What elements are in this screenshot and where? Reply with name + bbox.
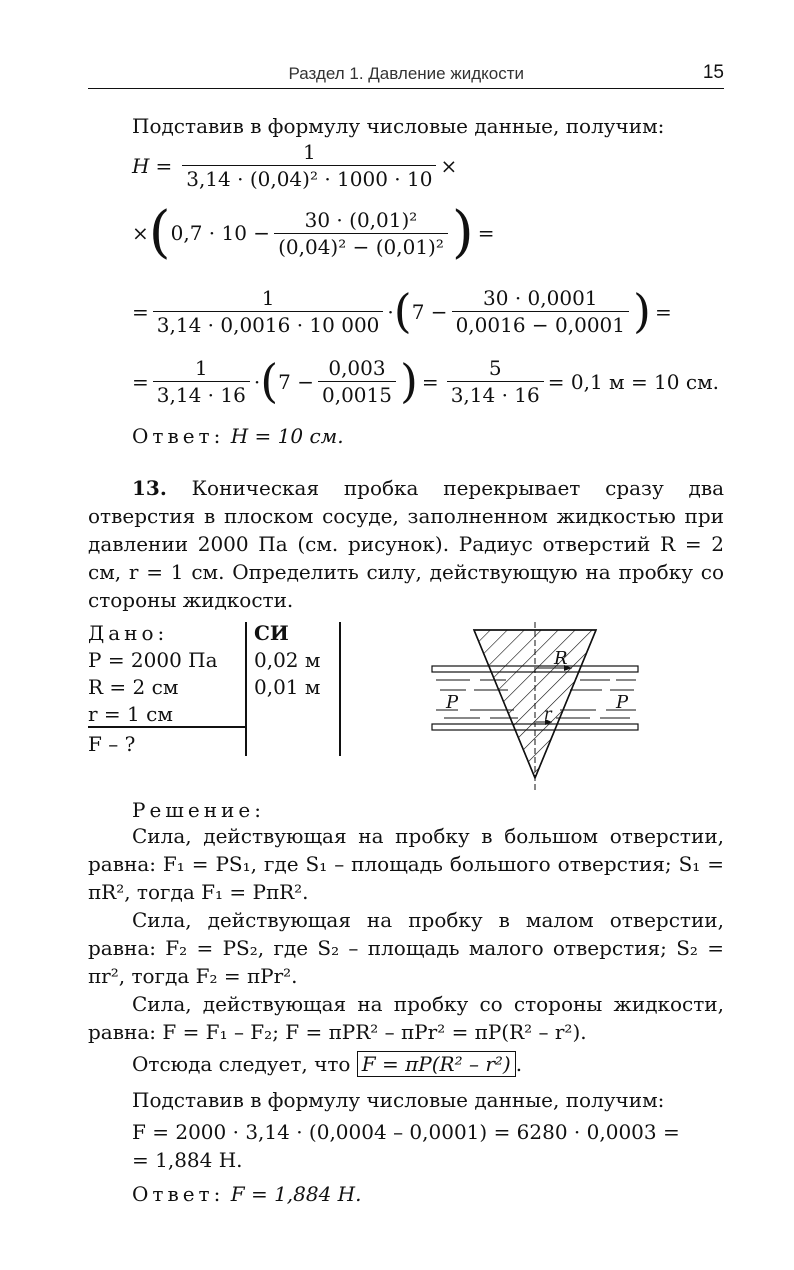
numerator: 1 — [302, 140, 316, 164]
fraction — [274, 207, 448, 259]
numerator: 30 · 0,0001 — [483, 286, 598, 310]
formula-line-4 — [132, 353, 719, 408]
answer-1 — [132, 426, 344, 446]
formula-lhs: H — [132, 153, 150, 178]
calc-line: = 1,884 Н. — [132, 1148, 243, 1172]
solution-conclusion — [88, 1050, 724, 1078]
label-r: r — [544, 704, 552, 723]
denominator: 3,14 · (0,04)² · 1000 · 10 — [182, 165, 436, 189]
left-paren: ( — [393, 283, 412, 338]
dot-sign: · — [253, 369, 261, 394]
solution-paragraph: Сила, действующая на пробку в большом отверстии, равна: F₁ = PS₁, где S₁ – площадь большого отверстия; S₁ = πR², тогда F₁ = PπR². — [88, 824, 724, 904]
numerator: 0,003 — [328, 356, 386, 380]
divider — [88, 726, 246, 728]
equals-sign: = — [654, 299, 672, 324]
problem-text: Коническая пробка перекрывает сразу два отверстия в плоском сосуде, заполненном жидкостью при давлении 2000 Па (см. рисунок). Радиус отверстий R = 2 см, r = 1 см. Определить силу, действующую на пробку со стороны жидкости. — [88, 476, 725, 612]
numerator: 1 — [261, 286, 275, 310]
denominator: 0,0016 − 0,0001 — [452, 311, 629, 335]
left-paren: ( — [260, 353, 279, 408]
label-R: R — [554, 648, 568, 669]
si-column — [254, 620, 320, 701]
si-item: 0,01 м — [254, 675, 321, 699]
times-sign: × — [132, 221, 149, 246]
given-column — [88, 620, 246, 758]
equals-sign: = — [477, 221, 495, 246]
denominator: 3,14 · 0,0016 · 10 000 — [153, 311, 384, 335]
solution-body — [88, 822, 724, 1114]
fraction — [182, 142, 436, 189]
problem-13 — [88, 474, 724, 614]
solution-label: Решение: — [132, 798, 265, 822]
numerator: 1 — [194, 356, 208, 380]
given-item: R = 2 см — [88, 675, 179, 699]
answer-label: Ответ: — [132, 424, 225, 448]
given-table — [88, 620, 358, 758]
divider — [245, 622, 247, 756]
term: 0,7 · 10 − — [170, 221, 271, 246]
denominator: 3,14 · 16 — [153, 381, 250, 405]
fraction — [447, 358, 544, 405]
answer-value: H = 10 см. — [230, 424, 344, 448]
right-paren: ) — [399, 353, 418, 408]
conclusion-end: . — [515, 1052, 523, 1076]
solution-paragraph: Сила, действующая на пробку со стороны жидкости, равна: F = F₁ – F₂; F = πPR² – πPr² = πP(R² – r²). — [88, 992, 724, 1044]
solution-paragraph: Подставив в формулу числовые данные, получим: — [132, 1088, 665, 1112]
given-item: r = 1 см — [88, 702, 173, 726]
right-paren: ) — [451, 200, 474, 265]
running-header — [88, 62, 724, 89]
equals-sign: = — [132, 369, 149, 394]
left-paren: ( — [148, 200, 171, 265]
numerator: 5 — [488, 356, 502, 380]
given-label: Дано: — [88, 621, 169, 645]
given-item: P = 2000 Па — [88, 648, 218, 672]
conclusion-text: Отсюда следует, что — [132, 1052, 351, 1076]
problem-number: 13. — [132, 476, 167, 500]
equals-sign: = — [421, 369, 439, 394]
si-item: 0,02 м — [254, 648, 321, 672]
calc-line: F = 2000 · 3,14 · (0,0004 – 0,0001) = 6280 · 0,0003 = — [132, 1120, 680, 1144]
page-number: 15 — [702, 62, 724, 83]
right-paren: ) — [633, 283, 651, 338]
equals-sign: = — [132, 299, 149, 324]
answer-label: Ответ: — [132, 1182, 225, 1206]
find-item: F – ? — [88, 732, 136, 756]
label-P-right: P — [616, 692, 629, 713]
fraction — [153, 358, 250, 405]
si-label: СИ — [254, 621, 289, 645]
equals-sign: = — [155, 153, 173, 178]
boxed-formula: F = πP(R² – r²) — [357, 1051, 516, 1077]
term: 7 − — [411, 299, 448, 324]
numerator: 30 · (0,01)² — [304, 207, 418, 232]
divider — [339, 622, 341, 756]
denominator: (0,04)² − (0,01)² — [274, 233, 448, 257]
formula-line-1 — [132, 142, 457, 189]
fraction — [318, 358, 396, 405]
fraction — [452, 288, 629, 335]
solution-paragraph: Сила, действующая на пробку в малом отверстии, равна: F₂ = PS₂, где S₂ – площадь малого отверстия; S₂ = πr², тогда F₂ = πPr². — [88, 908, 724, 988]
formula-line-3 — [132, 283, 672, 338]
times-sign: × — [440, 153, 458, 178]
fraction — [153, 288, 384, 335]
answer-value: F = 1,884 Н. — [230, 1182, 362, 1206]
denominator: 3,14 · 16 — [447, 381, 544, 405]
label-P-left: P — [446, 692, 459, 713]
calc-intro: Подставив в формулу числовые данные, получим: — [132, 114, 665, 138]
denominator: 0,0015 — [318, 381, 396, 405]
result: = 0,1 м = 10 см. — [547, 369, 719, 394]
answer-2 — [132, 1184, 361, 1204]
section-title: Раздел 1. Давление жидкости — [288, 64, 524, 83]
cone-plug-diagram — [430, 622, 642, 792]
dot-sign: · — [387, 299, 394, 324]
term: 7 − — [278, 369, 314, 394]
cone-plug-figure — [430, 622, 642, 792]
formula-line-2 — [132, 200, 495, 265]
